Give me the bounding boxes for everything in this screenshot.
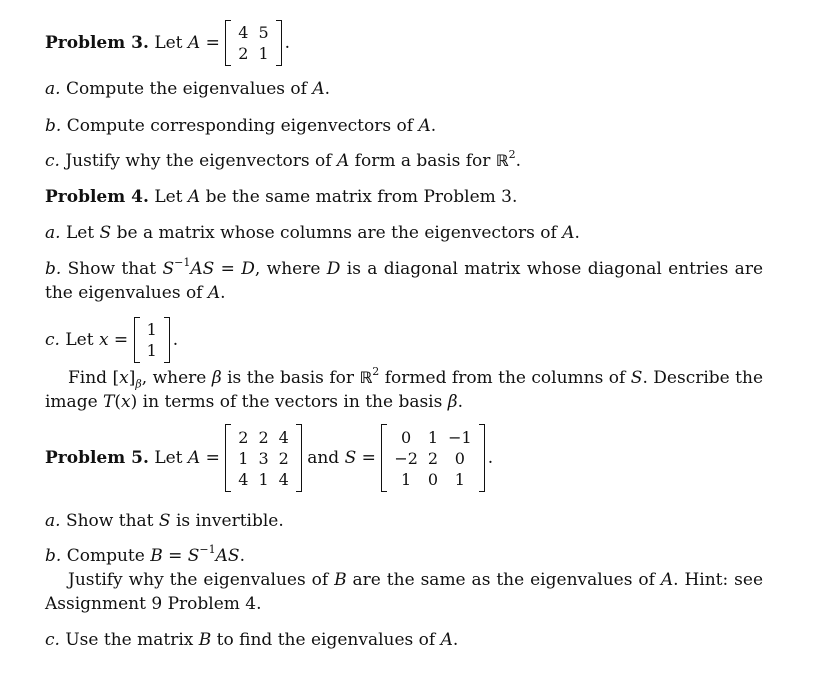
problem-3-eq: =	[200, 33, 226, 53]
math-var: x	[121, 392, 131, 412]
matrix-cell: 0	[454, 448, 465, 468]
matrix-cell: 1	[146, 341, 157, 360]
problem-5-intro: Let	[154, 448, 183, 468]
matrix-cell: 4	[238, 23, 249, 42]
matrix-cell: 1	[401, 469, 412, 489]
problem-4-part-b: b. Show that $S^{-1}AS = D$, where D is a diagonal matrix whose diagonal entries are the eigenvalues of A.	[45, 256, 764, 303]
part-text: Compute	[66, 546, 145, 566]
problem-4-part-c: c. Let x = 1 1 .	[45, 317, 178, 363]
matrix-cell: 1	[238, 448, 249, 468]
problem-3-part-c: c. Justify why the eigenvectors of A form a basis for ℝ$^2$.	[45, 148, 521, 171]
matrix-cell: 4	[278, 427, 289, 447]
part-label: a.	[45, 79, 61, 99]
matrix-cell: 5	[258, 23, 269, 42]
problem-5-part-b: b. Compute $B = S^{-1}AS$.	[45, 543, 245, 566]
part-text: is a diagonal matrix whose diagonal entries are the eigenvalues of	[45, 259, 764, 303]
part-text: , where	[141, 368, 207, 388]
matrix-cell: 1	[454, 469, 465, 489]
math-var: S	[344, 448, 357, 468]
problem-3-intro: Let	[154, 33, 183, 53]
part-label: c.	[45, 330, 60, 350]
superscript: 2	[508, 148, 516, 162]
math-var: D	[326, 259, 341, 279]
math-var: A	[312, 79, 325, 99]
math-var: A	[418, 116, 431, 136]
math-var: B	[198, 630, 212, 650]
math-var: S	[630, 368, 643, 388]
math-var: B	[334, 570, 347, 590]
matrix-right-bracket	[296, 424, 302, 492]
part-label: a.	[45, 223, 61, 243]
part-text: are the same as the eigenvalues of	[352, 570, 655, 590]
math-var: A	[562, 223, 575, 243]
part-text: Show that	[65, 511, 154, 531]
math-var: S	[158, 511, 171, 531]
part-text: form a basis for	[354, 151, 491, 171]
matrix-cell: −2	[394, 448, 418, 468]
problem-4-find: Find $[x]_\beta$, where β is the basis for ℝ$^2$ formed from the columns of S. Describe the image T(x) in terms of the vectors in the basis β.	[45, 365, 764, 412]
part-text: Show that	[67, 259, 157, 279]
equals: =	[214, 259, 242, 279]
part-text: . Hint: see Assignment 9 Problem 4.	[45, 570, 763, 614]
part-text: , where	[254, 259, 321, 279]
matrix-cell: 0	[401, 427, 412, 447]
problem-4-part-a: a. Let S be a matrix whose columns are the eigenvectors of A.	[45, 223, 580, 243]
matrix-right-bracket	[479, 424, 485, 492]
matrix-cell: 2	[427, 448, 439, 468]
superscript: −1	[174, 256, 191, 270]
math-var: S	[162, 259, 175, 279]
problem-5-part-c: c. Use the matrix B to find the eigenvalues of A.	[45, 630, 459, 650]
part-text: Use the matrix	[65, 630, 194, 650]
part-text: be a matrix whose columns are the eigenvectors of	[116, 223, 557, 243]
reals-symbol: ℝ	[359, 368, 373, 387]
problem-5-justify	[45, 568, 763, 616]
part-text: is invertible.	[175, 511, 284, 531]
math-var: AS	[190, 259, 215, 279]
matrix-cell: 2	[238, 427, 249, 447]
matrix-cell: 2	[238, 44, 249, 63]
matrix-right-bracket	[276, 20, 282, 66]
problem-3-part-a: a. Compute the eigenvalues of A.	[45, 79, 331, 99]
matrix-cell: 3	[258, 448, 269, 468]
part-text: is the basis for	[227, 368, 354, 388]
superscript: 2	[372, 365, 380, 379]
part-text: formed from the columns of	[384, 368, 626, 388]
part-label: c.	[45, 630, 60, 650]
part-text: in terms of the vectors in the basis	[142, 392, 443, 412]
problem-3-end: .	[284, 33, 291, 53]
math-var: x	[98, 330, 109, 350]
problem-3-part-b: b. Compute corresponding eigenvectors of A.	[45, 116, 437, 136]
problem-4-intro2: be the same matrix from Problem 3.	[205, 187, 518, 207]
math-var: A	[187, 187, 201, 207]
math-var: A	[187, 448, 201, 468]
problem-3-statement	[45, 20, 290, 66]
part-text: Justify why the eigenvectors of	[65, 151, 332, 171]
matrix-s-p5	[389, 427, 476, 490]
matrix-cell: 1	[258, 469, 269, 489]
matrix-left-bracket	[225, 424, 231, 492]
superscript: −1	[199, 543, 216, 557]
part-label: c.	[45, 151, 60, 171]
vector-right-bracket	[164, 317, 170, 363]
problem-4-label: Problem 4.	[45, 187, 149, 207]
matrix-cell: 4	[278, 469, 289, 489]
matrix-a-p3	[233, 22, 273, 64]
problem-4-statement	[45, 186, 517, 208]
math-var: S	[99, 223, 112, 243]
math-var: A	[207, 283, 221, 303]
matrix-left-bracket	[225, 20, 231, 66]
matrix-cell: 1	[146, 320, 157, 339]
vector-x	[142, 319, 162, 361]
math-var: x	[119, 368, 129, 388]
matrix-a-p5	[233, 427, 294, 490]
matrix-cell: 2	[258, 427, 269, 447]
matrix-cell: 1	[427, 427, 439, 447]
problem-5-part-a	[45, 510, 284, 532]
math-var: B	[150, 546, 163, 566]
part-text: Compute corresponding eigenvectors of	[66, 116, 414, 136]
matrix-cell: 1	[258, 44, 269, 63]
part-label: b.	[45, 546, 62, 566]
matrix-left-bracket	[381, 424, 387, 492]
math-var: T	[103, 392, 115, 412]
part-text: Justify why the eigenvalues of	[68, 570, 329, 590]
matrix-cell: −1	[448, 427, 472, 447]
matrix-cell: 2	[278, 448, 289, 468]
math-var: A	[336, 151, 350, 171]
part-text: Let	[65, 223, 95, 243]
problem-5-label: Problem 5.	[45, 448, 149, 468]
part-label: a.	[45, 511, 61, 531]
problem-3-var: A	[187, 33, 201, 53]
part-text: . Describe the image	[45, 368, 764, 412]
part-text: Compute the eigenvalues of	[65, 79, 307, 99]
math-var: A	[440, 630, 453, 650]
math-var: A	[660, 570, 674, 590]
part-text: Find [	[68, 368, 120, 388]
reals-symbol: ℝ	[495, 151, 509, 170]
problem-5-statement: Problem 5. Let A = 2 2 4 1 3 2 4 1 4 and S = 0 1 −1 −2 2 0 1 0 1 .	[45, 424, 493, 492]
matrix-cell: 0	[427, 469, 439, 489]
math-var: β	[211, 368, 222, 388]
math-var: D	[241, 259, 255, 279]
part-text: to find the eigenvalues of	[216, 630, 436, 650]
part-label: b.	[45, 259, 62, 279]
part-text: Let	[65, 330, 94, 350]
math-var: S	[187, 546, 200, 566]
part-label: b.	[45, 116, 62, 136]
and-text: and	[307, 448, 340, 468]
math-var: β	[447, 392, 458, 412]
problem-4-intro: Let	[154, 187, 183, 207]
math-var: AS	[215, 546, 240, 566]
matrix-cell: 4	[238, 469, 249, 489]
subscript: β	[135, 377, 142, 391]
vector-left-bracket	[134, 317, 140, 363]
problem-3-label: Problem 3.	[45, 33, 149, 53]
